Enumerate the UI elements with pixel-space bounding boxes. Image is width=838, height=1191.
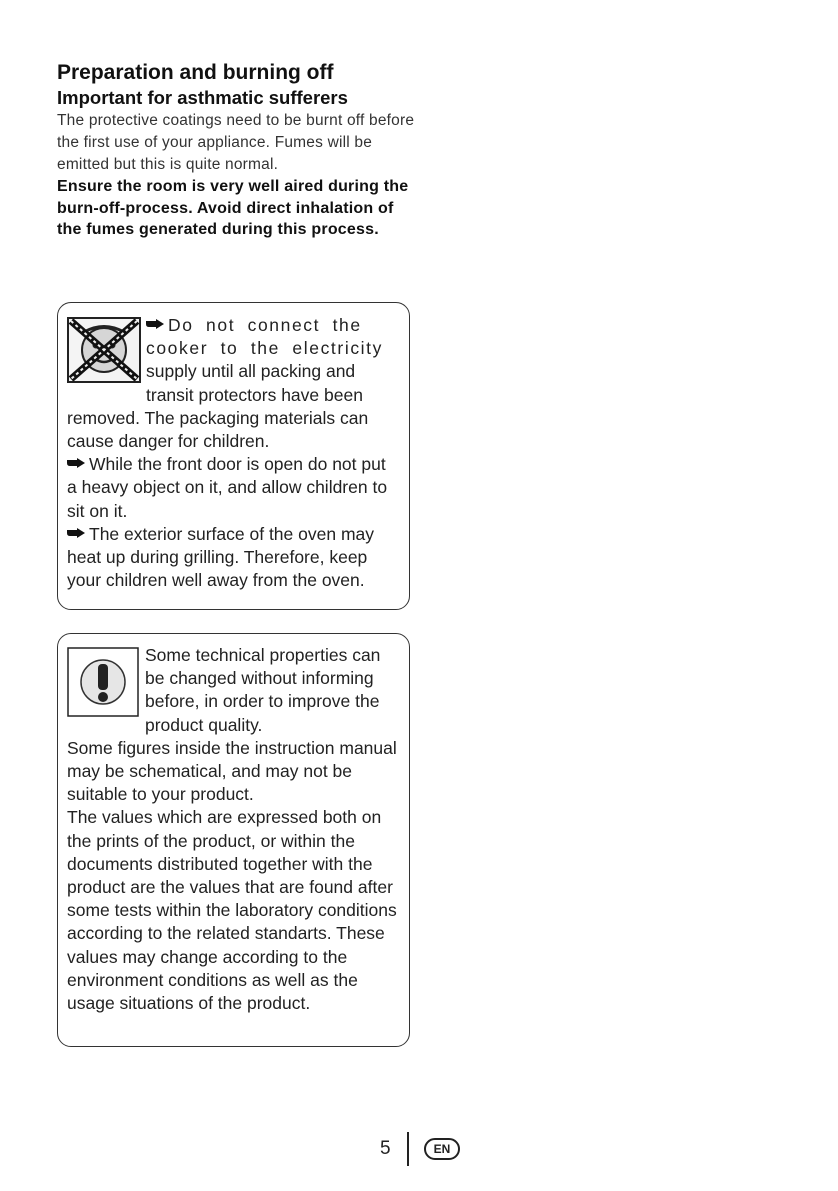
safety-item-2: While the front door is open do not put a heavy object on it, and allow children to sit on it. — [67, 454, 388, 521]
technical-info-box — [57, 633, 410, 1047]
safety-item-1-line-2: cooker to the electricity — [146, 338, 383, 359]
intro-section — [57, 60, 417, 241]
exclamation-warning-icon — [67, 647, 139, 717]
info-para-1-line-4: product quality. — [145, 714, 263, 735]
pointing-hand-icon — [146, 319, 164, 329]
language-badge: EN — [424, 1138, 460, 1160]
no-children-warning-icon — [67, 317, 141, 383]
safety-item-1-rest: transit protectors have been removed. The packaging materials can cause danger for children. — [67, 384, 369, 452]
safety-item-3: The exterior surface of the oven may heat up during grilling. Therefore, keep your children well away from the oven. — [67, 523, 374, 591]
intro-paragraph: The protective coatings need to be burnt off before the first use of your appliance. Fumes will be emitted but this is quite normal. — [57, 112, 415, 173]
page-number: 5 — [380, 1138, 391, 1159]
info-para-1-line-3: before, in order to improve the — [145, 691, 380, 712]
info-para-1-line-2: be changed without informing — [145, 668, 374, 689]
child-safety-box — [57, 302, 410, 610]
info-para-1-line-1: Some technical properties can — [145, 645, 381, 665]
page-title: Preparation and burning off — [57, 61, 334, 84]
section-subtitle: Important for asthmatic sufferers — [57, 87, 348, 108]
info-para-3: The values which are expressed both on the prints of the product, or within the documents distributed together with the product are the values that are found after some tests within the laboratory conditions according to the related standarts. These values may change according to the environment conditions as well as the usage situations of the product. — [67, 807, 397, 1014]
pointing-hand-icon — [67, 528, 85, 538]
safety-item-1-line-3: supply until all packing and — [146, 361, 356, 382]
info-para-2: Some figures inside the instruction manual may be schematical, and may not be suitable to your product. — [67, 737, 397, 805]
safety-item-1-line-1: Do not connect the — [67, 314, 393, 337]
pointing-hand-icon — [67, 458, 85, 468]
footer-divider — [407, 1132, 409, 1166]
ventilation-warning: Ensure the room is very well aired during the burn-off-process. Avoid direct inhalation of the fumes generated during this process. — [57, 178, 409, 239]
